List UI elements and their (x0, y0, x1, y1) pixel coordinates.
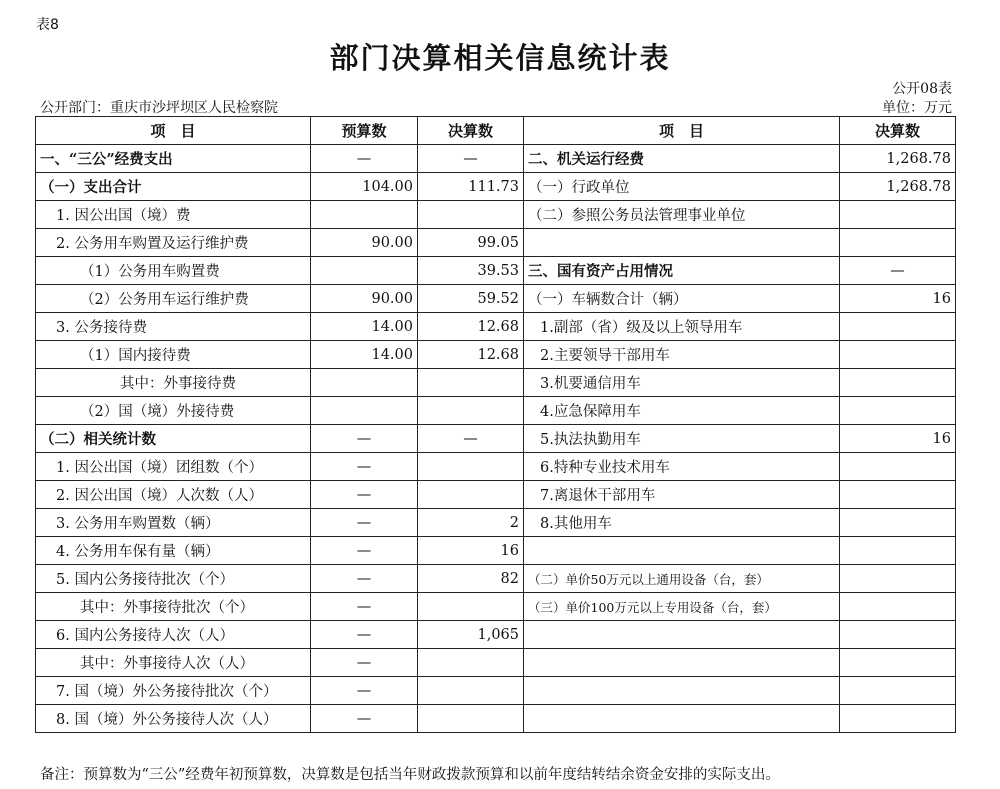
item-left-cell: （一）支出合计 (36, 173, 311, 201)
form-number: 公开08表 (892, 81, 952, 97)
final-right-cell (840, 565, 956, 593)
item-left-cell: （2）国（境）外接待费 (36, 397, 311, 425)
header-final-right: 决算数 (840, 117, 956, 145)
final-left-cell: — (418, 425, 524, 453)
item-left-cell: 2. 因公出国（境）人次数（人） (36, 481, 311, 509)
final-right-cell: — (840, 257, 956, 285)
item-left-cell: 3. 公务接待费 (36, 313, 311, 341)
final-right-cell: 16 (840, 425, 956, 453)
table-row (36, 397, 956, 425)
item-right-cell: （一）车辆数合计（辆） (524, 285, 840, 313)
item-left-cell: 5. 国内公务接待批次（个） (36, 565, 311, 593)
budget-cell: — (311, 649, 418, 677)
table-row (36, 509, 956, 537)
final-left-cell: 1,065 (418, 621, 524, 649)
final-left-cell: 16 (418, 537, 524, 565)
table-body (36, 145, 956, 733)
item-left-cell: 其中：外事接待费 (36, 369, 311, 397)
item-right-cell: 二、机关运行经费 (524, 145, 840, 173)
budget-cell: — (311, 145, 418, 173)
table-row (36, 453, 956, 481)
final-right-cell (840, 593, 956, 621)
final-right-cell (840, 677, 956, 705)
page-title: 部门决算相关信息统计表 (329, 41, 671, 75)
item-right-cell: 1.副部（省）级及以上领导用车 (524, 313, 840, 341)
final-right-cell (840, 453, 956, 481)
final-left-cell (418, 593, 524, 621)
item-right-cell: 2.主要领导干部用车 (524, 341, 840, 369)
item-right-cell: （二）参照公务员法管理事业单位 (524, 201, 840, 229)
item-right-cell: 4.应急保障用车 (524, 397, 840, 425)
table-row (36, 649, 956, 677)
final-right-cell (840, 705, 956, 733)
item-right-cell (524, 229, 840, 257)
budget-cell (311, 257, 418, 285)
budget-cell: — (311, 621, 418, 649)
budget-cell: — (311, 677, 418, 705)
item-right-cell: 6.特种专业技术用车 (524, 453, 840, 481)
item-left-cell: 其中：外事接待人次（人） (36, 649, 311, 677)
final-left-cell (418, 369, 524, 397)
budget-cell: — (311, 453, 418, 481)
budget-cell: 90.00 (311, 229, 418, 257)
item-left-cell: （2）公务用车运行维护费 (36, 285, 311, 313)
budget-cell: — (311, 537, 418, 565)
final-right-cell (840, 649, 956, 677)
item-left-cell: 3. 公务用车购置数（辆） (36, 509, 311, 537)
final-right-cell (840, 397, 956, 425)
item-right-cell (524, 649, 840, 677)
table-row (36, 481, 956, 509)
budget-cell (311, 397, 418, 425)
final-right-cell (840, 201, 956, 229)
item-left-cell: 1. 因公出国（境）费 (36, 201, 311, 229)
final-left-cell (418, 397, 524, 425)
header-budget: 预算数 (311, 117, 418, 145)
final-right-cell: 16 (840, 285, 956, 313)
final-left-cell: 39.53 (418, 257, 524, 285)
table-row (36, 677, 956, 705)
table-row (36, 565, 956, 593)
item-right-cell (524, 677, 840, 705)
budget-cell: 14.00 (311, 313, 418, 341)
item-right-cell: 三、国有资产占用情况 (524, 257, 840, 285)
budget-cell: — (311, 705, 418, 733)
table-row (36, 229, 956, 257)
item-left-cell: 1. 因公出国（境）团组数（个） (36, 453, 311, 481)
budget-cell: — (311, 425, 418, 453)
item-left-cell: 4. 公务用车保有量（辆） (36, 537, 311, 565)
header-final-left: 决算数 (418, 117, 524, 145)
item-left-cell: 其中：外事接待批次（个） (36, 593, 311, 621)
budget-cell: — (311, 509, 418, 537)
budget-cell: 90.00 (311, 285, 418, 313)
budget-cell: — (311, 593, 418, 621)
final-left-cell (418, 201, 524, 229)
final-left-cell (418, 481, 524, 509)
final-right-cell: 1,268.78 (840, 173, 956, 201)
final-right-cell (840, 509, 956, 537)
budget-cell: 14.00 (311, 341, 418, 369)
item-right-cell (524, 621, 840, 649)
final-left-cell: 111.73 (418, 173, 524, 201)
item-right-cell: （一）行政单位 (524, 173, 840, 201)
table-number-label: 表8 (36, 17, 59, 33)
table-row (36, 593, 956, 621)
table-row (36, 621, 956, 649)
item-left-cell: 2. 公务用车购置及运行维护费 (36, 229, 311, 257)
header-item-left: 项 目 (36, 117, 311, 145)
table-row (36, 257, 956, 285)
final-left-cell: 99.05 (418, 229, 524, 257)
item-left-cell: （1）国内接待费 (36, 341, 311, 369)
item-left-cell: 7. 国（境）外公务接待批次（个） (36, 677, 311, 705)
final-right-cell (840, 313, 956, 341)
final-left-cell: — (418, 145, 524, 173)
unit-label: 单位：万元 (882, 100, 952, 116)
item-right-cell: （二）单价50万元以上通用设备（台，套） (524, 565, 840, 593)
final-left-cell: 12.68 (418, 341, 524, 369)
item-right-cell (524, 537, 840, 565)
final-right-cell: 1,268.78 (840, 145, 956, 173)
budget-cell (311, 369, 418, 397)
budget-cell: — (311, 481, 418, 509)
item-right-cell: 8.其他用车 (524, 509, 840, 537)
table-row (36, 369, 956, 397)
department-label: 公开部门：重庆市沙坪坝区人民检察院 (40, 100, 278, 116)
statistics-table (35, 116, 956, 733)
final-right-cell (840, 481, 956, 509)
item-left-cell: （二）相关统计数 (36, 425, 311, 453)
budget-cell: 104.00 (311, 173, 418, 201)
item-right-cell: 7.离退休干部用车 (524, 481, 840, 509)
footnote: 备注：预算数为“三公”经费年初预算数，决算数是包括当年财政拨款预算和以前年度结转结余资金安排的实际支出。 (40, 767, 780, 783)
budget-cell (311, 201, 418, 229)
final-left-cell (418, 649, 524, 677)
header-item-right: 项 目 (524, 117, 840, 145)
item-left-cell: （1）公务用车购置费 (36, 257, 311, 285)
final-left-cell: 12.68 (418, 313, 524, 341)
final-right-cell (840, 341, 956, 369)
table-header-row (36, 117, 956, 145)
item-right-cell: （三）单价100万元以上专用设备（台，套） (524, 593, 840, 621)
table-row (36, 145, 956, 173)
table-row (36, 425, 956, 453)
final-left-cell (418, 453, 524, 481)
table-row (36, 285, 956, 313)
final-left-cell: 82 (418, 565, 524, 593)
item-left-cell: 6. 国内公务接待人次（人） (36, 621, 311, 649)
final-left-cell: 2 (418, 509, 524, 537)
final-right-cell (840, 229, 956, 257)
table-row (36, 705, 956, 733)
final-right-cell (840, 537, 956, 565)
final-right-cell (840, 621, 956, 649)
final-left-cell (418, 705, 524, 733)
table-row (36, 201, 956, 229)
item-right-cell: 3.机要通信用车 (524, 369, 840, 397)
table-row (36, 537, 956, 565)
item-left-cell: 一、“三公”经费支出 (36, 145, 311, 173)
final-left-cell (418, 677, 524, 705)
table-row (36, 341, 956, 369)
item-right-cell: 5.执法执勤用车 (524, 425, 840, 453)
item-left-cell: 8. 国（境）外公务接待人次（人） (36, 705, 311, 733)
budget-cell: — (311, 565, 418, 593)
final-left-cell: 59.52 (418, 285, 524, 313)
table-row (36, 313, 956, 341)
item-right-cell (524, 705, 840, 733)
table-row (36, 173, 956, 201)
final-right-cell (840, 369, 956, 397)
